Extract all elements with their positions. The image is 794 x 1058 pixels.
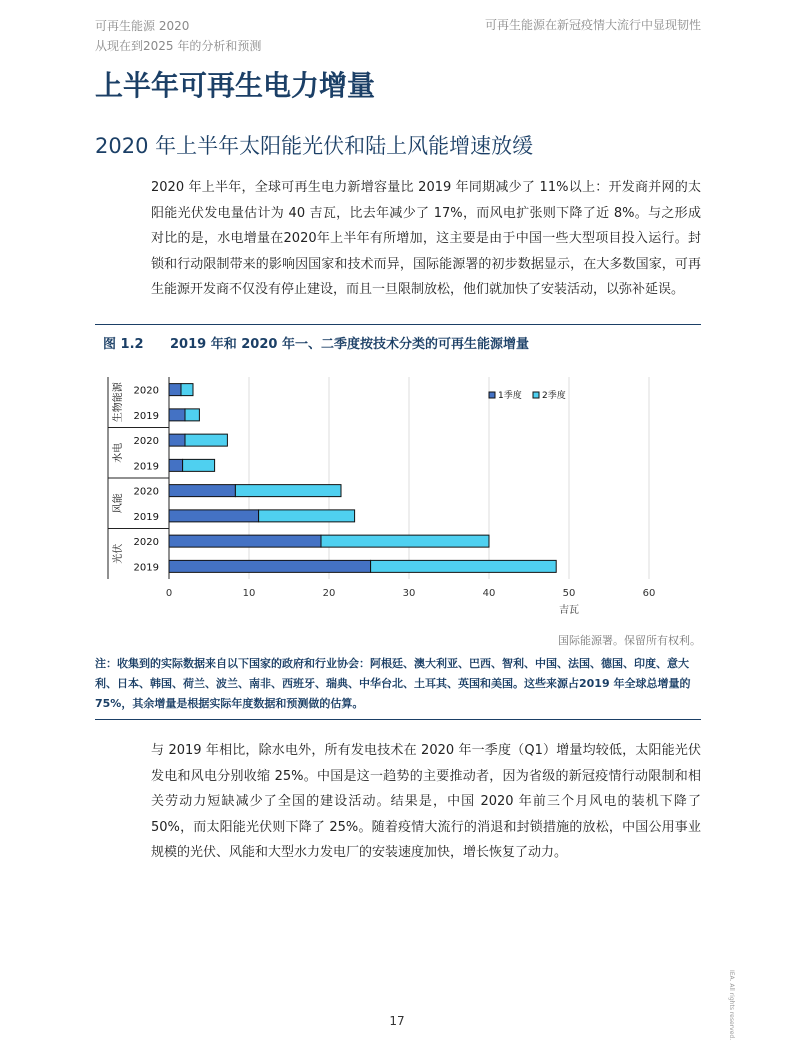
x-tick-label: 10	[242, 588, 256, 599]
page-number: 17	[389, 1014, 405, 1028]
section-title: 可再生能源在新冠疫情大流行中显现韧性	[484, 18, 701, 32]
legend-swatch	[489, 392, 495, 398]
figure-bottom-rule	[95, 719, 701, 720]
bar-q1	[169, 560, 371, 572]
figure-source: 国际能源署。保留所有权利。	[558, 634, 701, 647]
x-tick-label: 20	[322, 588, 336, 599]
bar-q1	[169, 535, 321, 547]
bar-q2	[235, 485, 341, 497]
bar-q1	[169, 510, 259, 522]
group-label: 光伏	[113, 543, 124, 564]
doc-subtitle: 从现在到2025 年的分析和预测	[95, 39, 262, 53]
bar-q1	[169, 459, 183, 471]
bar-chart	[100, 372, 680, 620]
bar-q1	[169, 485, 235, 497]
figure-top-rule	[95, 324, 701, 325]
bar-q2	[181, 384, 193, 396]
bar-q2	[183, 459, 215, 471]
bar-q2	[321, 535, 489, 547]
legend-label: 1季度	[498, 391, 522, 401]
bar-q1	[169, 434, 185, 446]
header-left	[95, 16, 261, 56]
side-note: IEA. All rights reserved.	[728, 970, 735, 1041]
figure-title: 2019 年和 2020 年一、二季度按技术分类的可再生能源增量	[170, 337, 529, 352]
figure-label: 图 1.2	[103, 337, 144, 352]
bar-q2	[185, 434, 227, 446]
year-label: 2020	[133, 486, 159, 498]
doc-title: 可再生能源 2020	[95, 19, 190, 33]
year-label: 2019	[133, 562, 159, 574]
x-tick-label: 40	[482, 588, 496, 599]
x-axis-unit: 吉瓦	[559, 605, 579, 616]
bar-q2	[259, 510, 355, 522]
year-label: 2019	[133, 511, 159, 523]
year-label: 2019	[133, 410, 159, 422]
x-tick-label: 0	[165, 588, 173, 599]
paragraph-2: 与 2019 年相比，除水电外，所有发电技术在 2020 年一季度（Q1）增量均较低，太阳能光伏发电和风电分别收缩 25%。中国是这一趋势的主要推动者，因为省级的新冠疫情行动限制和相关劳动力短缺减少了全国的建设活动。结果是，中国 2020 年前三个月风电的装机下降了 50%，而太阳能光伏则下降了 25%。随着疫情大流行的消退和封锁措施的放松，中国公用事业规模的光伏、风能和大型水力发电厂的安装速度加快，增长恢复了动力。	[151, 743, 701, 860]
bar-q1	[169, 384, 181, 396]
legend-label: 2季度	[542, 391, 566, 401]
x-tick-label: 60	[642, 588, 656, 599]
group-label: 水电	[113, 442, 124, 463]
bar-q2	[185, 409, 199, 421]
year-label: 2020	[133, 537, 159, 549]
figure-note: 注：收集到的实际数据来自以下国家的政府和行业协会：阿根廷、澳大利亚、巴西、智利、中国、法国、德国、印度、意大利、日本、韩国、荷兰、波兰、南非、西班牙、瑞典、中华台北、土耳其、英国和美国。这些来源占2019 年全球总增量的 75%，其余增量是根据实际年度数据和预测做的估算。	[95, 657, 691, 710]
group-label: 风能	[113, 493, 124, 514]
paragraph-1: 2020 年上半年，全球可再生电力新增容量比 2019 年同期减少了 11%以上：开发商并网的太阳能光伏发电量估计为 40 吉瓦，比去年减少了 17%，而风电扩张则下降了近 8%。与之形成对比的是，水电增量在2020年上半年有所增加，这主要是由于中国一些大型项目投入运行。封锁和行动限制带来的影响因国家和技术而异，国际能源署的初步数据显示，在大多数国家，可再生能源开发商不仅没有停止建设，而且一旦限制放松，他们就加快了安装活动，以弥补延误。	[151, 180, 701, 297]
x-tick-label: 30	[402, 588, 416, 599]
bar-q1	[169, 409, 185, 421]
page-heading: 上半年可再生电力增量	[95, 69, 376, 102]
x-tick-label: 50	[562, 588, 576, 599]
year-label: 2019	[133, 461, 159, 473]
group-label: 生物能源	[113, 382, 124, 423]
section-heading: 2020 年上半年太阳能光伏和陆上风能增速放缓	[95, 134, 534, 158]
legend-swatch	[533, 392, 539, 398]
year-label: 2020	[133, 385, 159, 397]
year-label: 2020	[133, 436, 159, 448]
bar-q2	[371, 560, 557, 572]
